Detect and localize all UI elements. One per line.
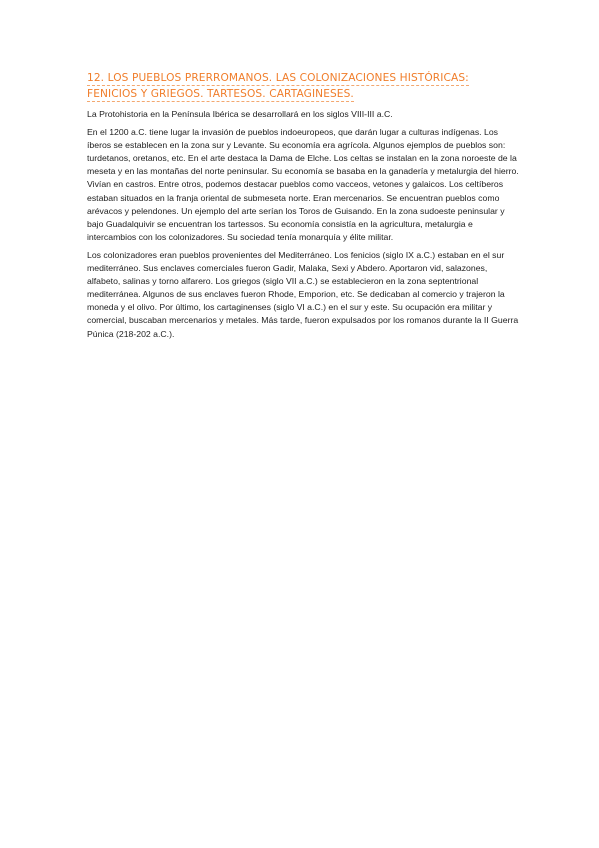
paragraph-indigenous-peoples: En el 1200 a.C. tiene lugar la invasión de pueblos indoeuropeos, que darán lugar a culturas indígenas. Los íberos se establecen en la zona sur y Levante. Su economía era agrícola. Algunos ejemplos de pueblos son: turdetanos, oretanos, etc. En el arte destaca la Dama de Elche. Los celtas se instalan en la zona noroeste de la meseta y en las montañas del norte peninsular. Su economía se basaba en la ganadería y metalurgia del hierro. Vivían en castros. Entre otros, podemos destacar pueblos como vacceos, vetones y galaicos. Los celtíberos estaban situados en la franja oriental de submeseta norte. Eran mercenarios. Se encuentran pueblos como arévacos y pelendones. Un ejemplo del arte serían los Toros de Guisando. En la zona sudoeste peninsular y bajo Guadalquivir se encuentran los tartessos. Su economía consistía en la agricultura, metalurgia e intercambios con los colonizadores. Su sociedad tenía monarquía y élite militar. [87, 127, 519, 242]
section-title-line-2: FENICIOS Y GRIEGOS. TARTESOS. CARTAGINESES. [87, 88, 354, 100]
document-page [87, 70, 519, 346]
section-title-line-1: 12. LOS PUEBLOS PRERROMANOS. LAS COLONIZACIONES HISTÓRICAS: [87, 72, 469, 84]
section-title [87, 70, 519, 102]
paragraph-intro: La Protohistoria en la Península Ibérica se desarrollará en los siglos VIII-III a.C. [87, 109, 393, 119]
paragraph-colonizers: Los colonizadores eran pueblos provenientes del Mediterráneo. Los fenicios (siglo IX a.C.) estaban en el sur mediterráneo. Sus enclaves comerciales fueron Gadir, Malaka, Sexi y Abdero. Aportaron vid, salazones, alfabeto, salinas y torno alfarero. Los griegos (siglo VII a.C.) se establecieron en la zona septentrional mediterránea. Algunos de sus enclaves fueron Rhode, Emporion, etc. Se dedicaban al comercio y trajeron la moneda y el olivo. Por último, los cartaginenses (siglo VI a.C.) en el sur y este. Su ocupación era militar y comercial, buscaban mercenarios y metales. Más tarde, fueron expulsados por los romanos durante la II Guerra Púnica (218-202 a.C.). [87, 249, 519, 339]
